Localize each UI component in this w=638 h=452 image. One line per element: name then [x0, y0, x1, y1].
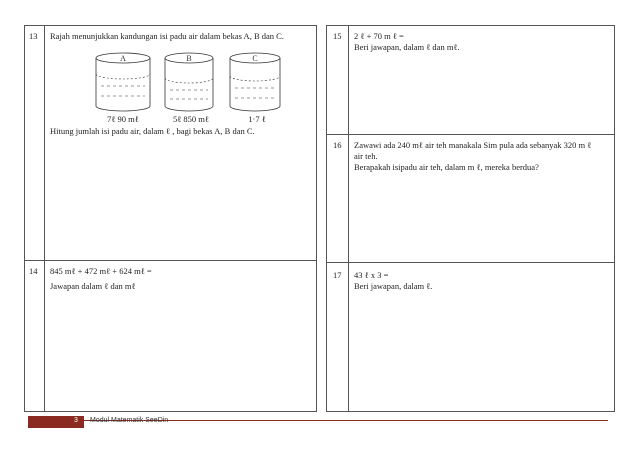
- question-14-instruction: Jawapan dalam ℓ dan mℓ: [50, 281, 136, 291]
- question-14-expression: 845 mℓ + 472 mℓ + 624 mℓ =: [50, 266, 152, 276]
- question-14-number: 14: [29, 266, 38, 276]
- container-b-volume: 5ℓ 850 mℓ: [172, 114, 210, 124]
- question-17-number: 17: [333, 270, 342, 280]
- container-c: [230, 53, 280, 111]
- question-17-expression: 43 ℓ x 3 =: [354, 270, 389, 280]
- container-a-volume: 7ℓ 90 mℓ: [107, 114, 139, 124]
- question-16-number: 16: [333, 140, 342, 150]
- footer-title: Modul Matematik SeeDin: [90, 417, 169, 424]
- containers-diagram: [85, 46, 285, 126]
- question-16-line2: air teh.: [354, 151, 378, 161]
- container-c-volume: 1·7 ℓ: [248, 114, 266, 124]
- question-16-line3: Berapakah isipadu air teh, dalam m ℓ, mereka berdua?: [354, 162, 539, 172]
- question-15-instruction: Beri jawapan, dalam ℓ dan mℓ.: [354, 42, 460, 52]
- question-13-prompt: Rajah menunjukkan kandungan isi padu air dalam bekas A, B dan C.: [50, 31, 284, 41]
- question-15-number: 15: [333, 31, 342, 41]
- container-b-label: B: [186, 54, 192, 63]
- question-13-number: 13: [29, 31, 38, 41]
- left-row-divider: [25, 260, 316, 261]
- question-16-line1: Zawawi ada 240 mℓ air teh manakala Sim pula ada sebanyak 320 m ℓ: [354, 140, 592, 150]
- page-number: 3: [74, 417, 78, 424]
- left-number-column-divider: [44, 26, 45, 411]
- container-b: [165, 53, 213, 111]
- left-panel: [24, 25, 317, 412]
- question-15-expression: 2 ℓ + 70 m ℓ =: [354, 31, 404, 41]
- right-row-divider-1: [327, 134, 614, 135]
- question-13-question: Hitung jumlah isi padu air, dalam ℓ , bagi bekas A, B dan C.: [50, 126, 255, 136]
- container-c-label: C: [252, 54, 258, 63]
- right-panel: [326, 25, 615, 412]
- container-a-label: A: [120, 54, 126, 63]
- right-number-column-divider: [348, 26, 349, 411]
- right-row-divider-2: [327, 262, 614, 263]
- question-17-instruction: Beri jawapan, dalam ℓ.: [354, 281, 433, 291]
- container-a: [96, 53, 150, 111]
